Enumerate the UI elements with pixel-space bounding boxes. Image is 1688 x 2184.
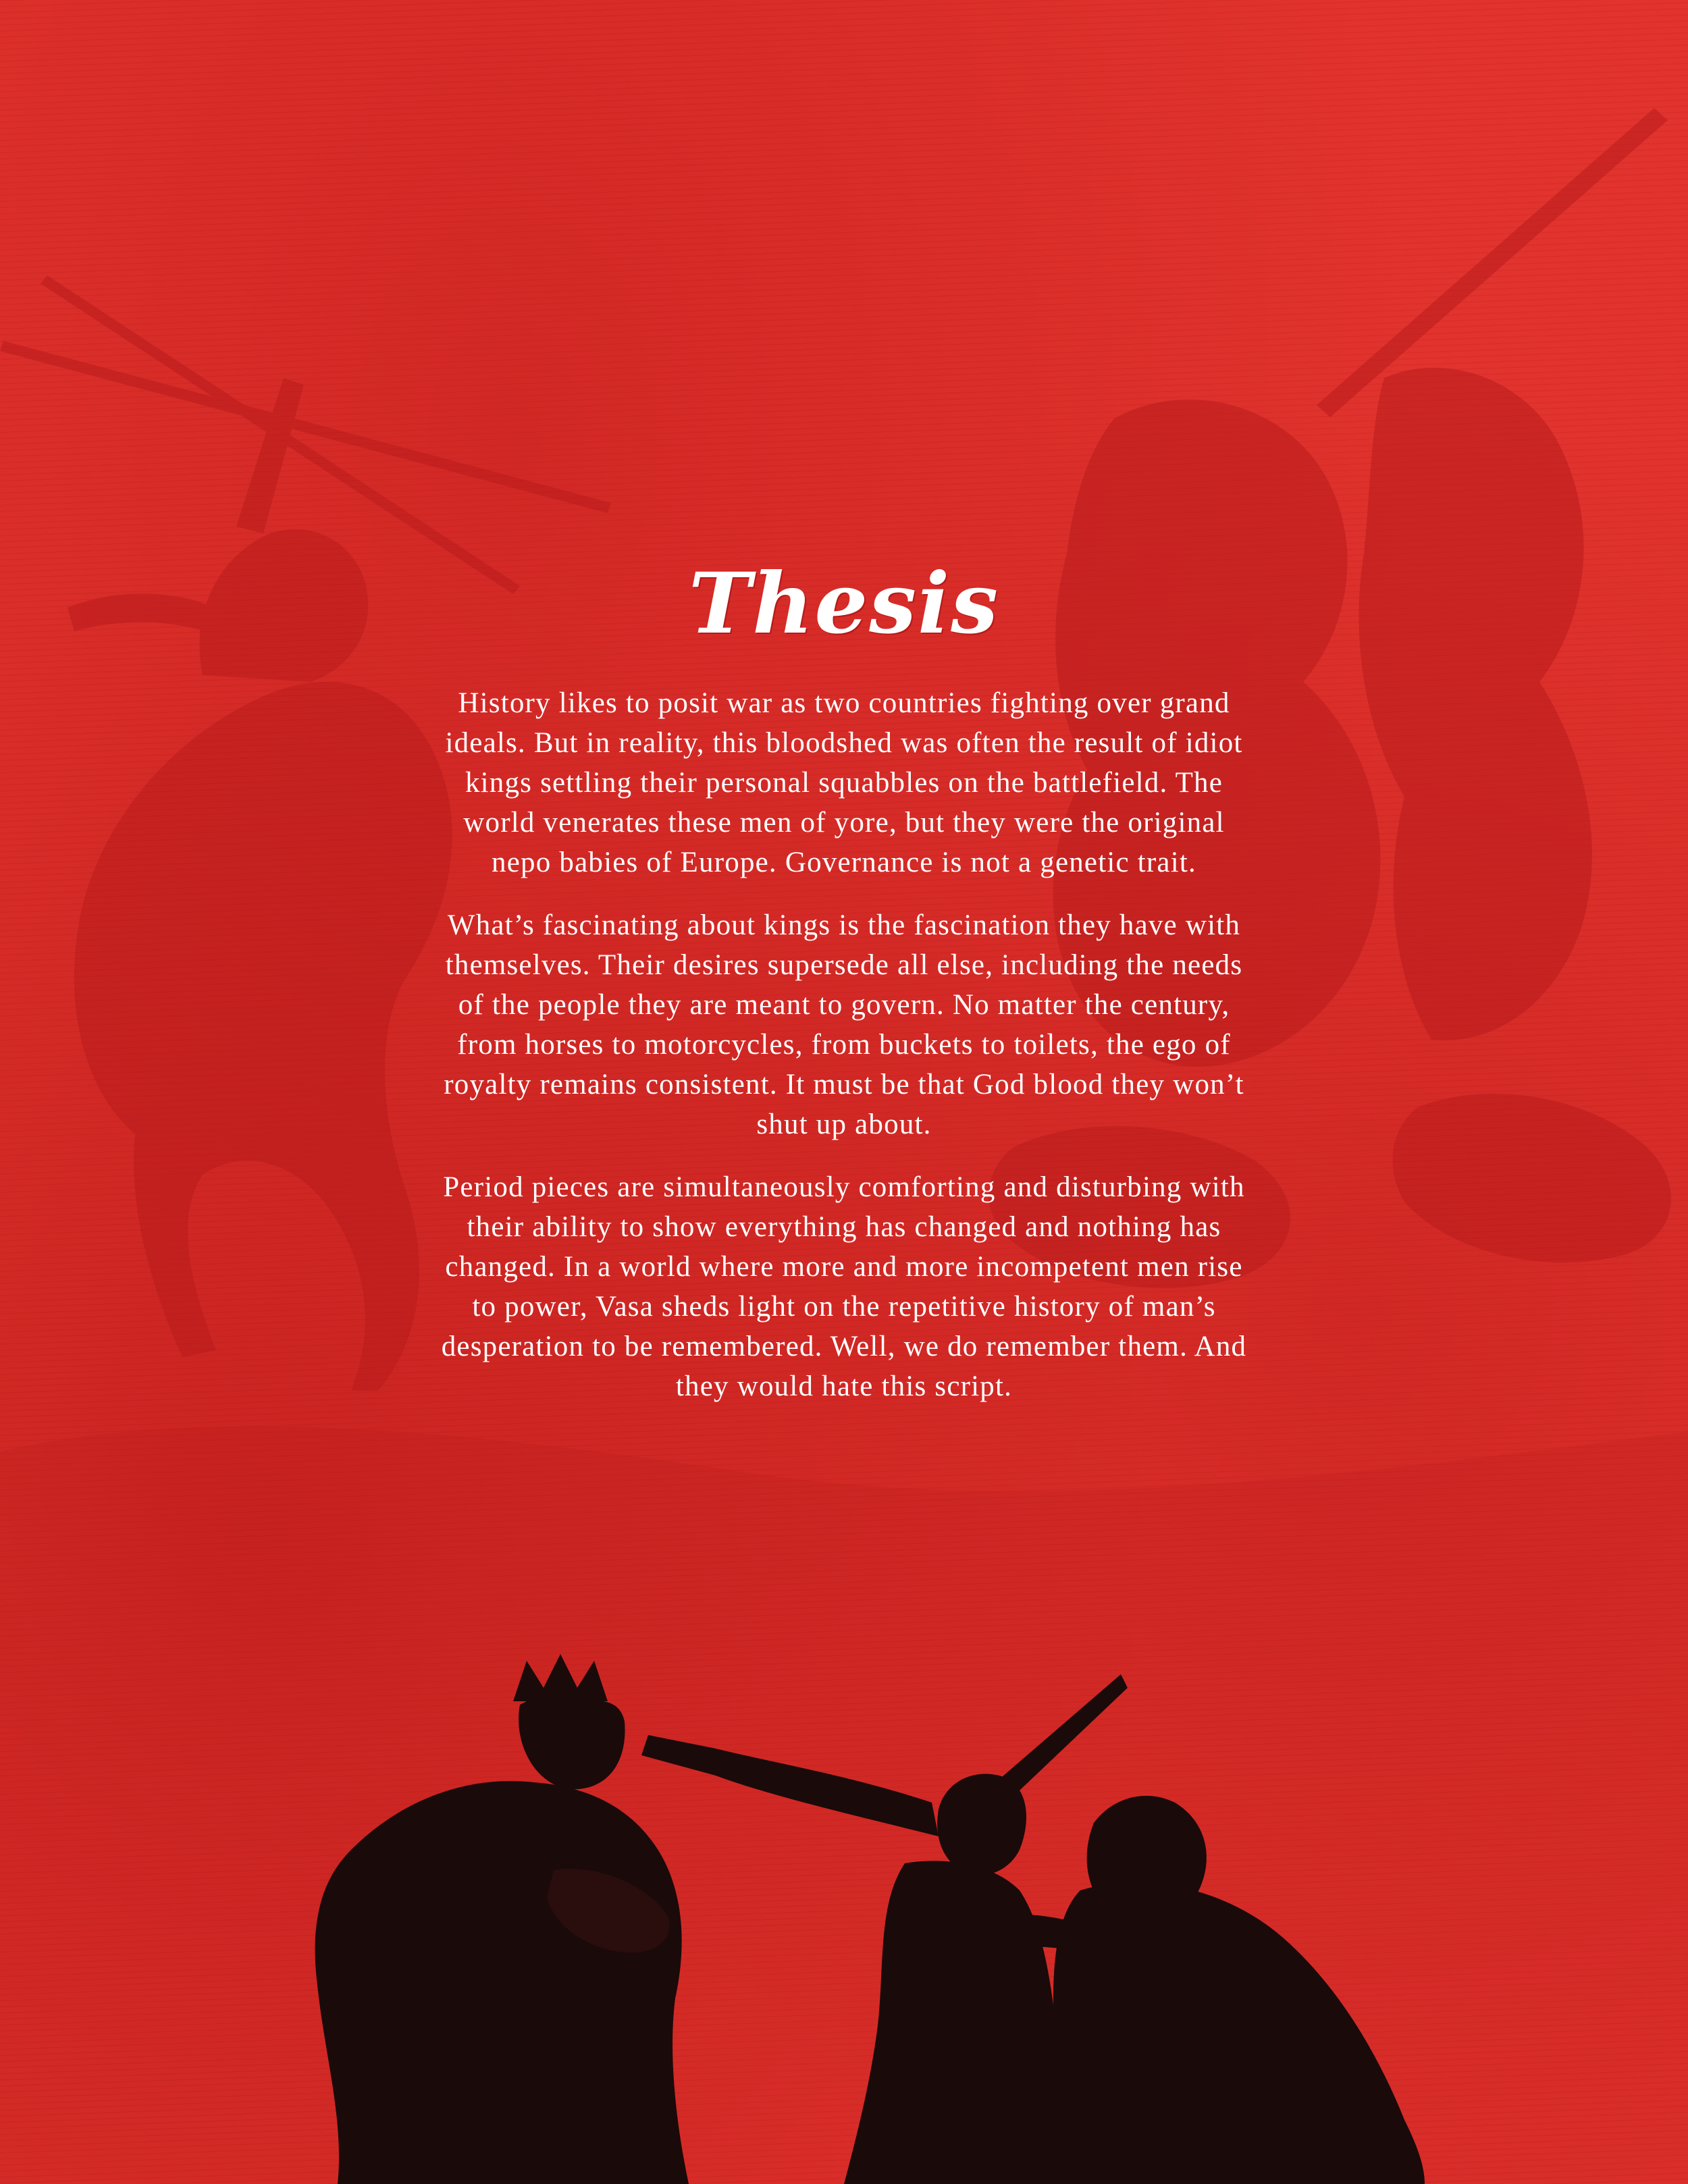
page-title: Thesis <box>688 555 1000 653</box>
thesis-paragraph-2: What’s fascinating about kings is the fascination they have with themselves. Their desires supersede all else, including the needs of the people they are meant to govern. No matter the century, from horses to motorcycles, from buckets to toilets, the ego of royalty remains consistent. It must be that God blood they won’t shut up about. <box>444 909 1244 1140</box>
thesis-paragraph-1: History likes to posit war as two countries fighting over grand ideals. But in reality, this bloodshed was often the result of idiot kings settling their personal squabbles on the battlefield. The world venerates these men of yore, but they were the original nepo babies of Europe. Governance is not a genetic trait. <box>445 687 1243 878</box>
king-and-accusing-women-engraving <box>0 1647 1688 2184</box>
crown-icon <box>513 1654 608 1701</box>
thesis-paragraph-3: Period pieces are simultaneously comforting and disturbing with their ability to show everything has changed and nothing has changed. In a world where more and more incompetent men rise to power, Vasa sheds light on the repetitive history of man’s desperation to be remembered. Well, we do remember them. And they would hate this script. <box>441 1171 1247 1402</box>
thesis-section <box>439 554 1249 1429</box>
